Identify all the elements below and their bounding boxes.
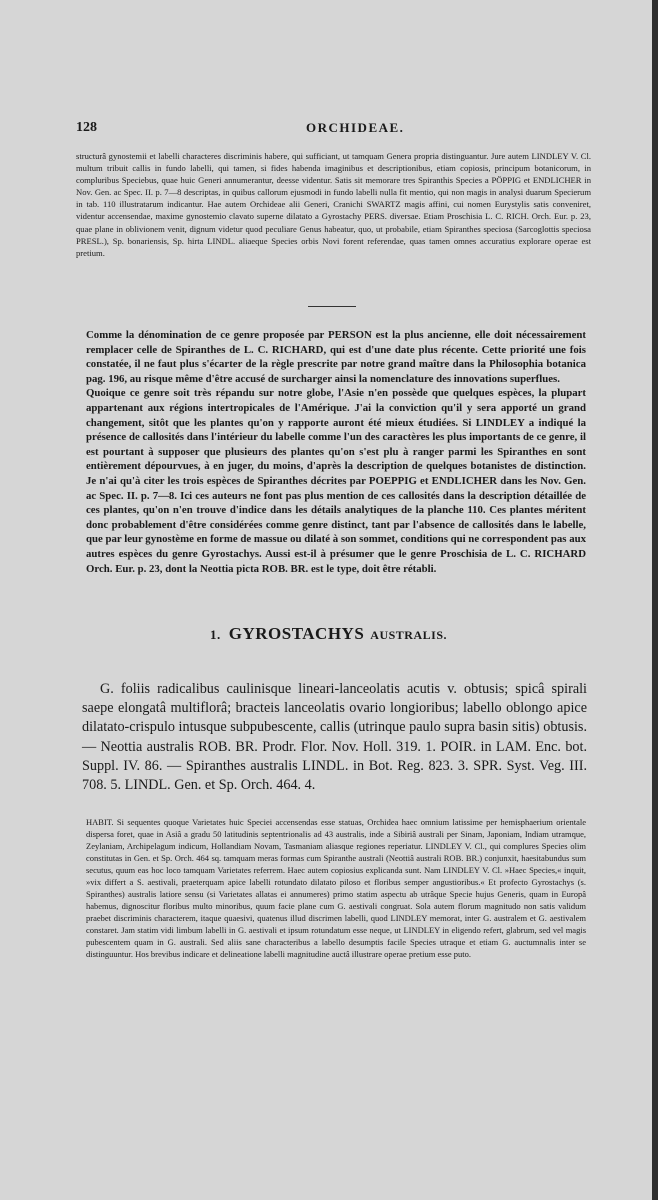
- species-epithet: AUSTRALIS.: [370, 628, 447, 642]
- habitat-text: HABIT. Si sequentes quoque Varietates huic Speciei accensendas esse statuas, Orchidea haec omnium latissime per hemisphaerium orientale dispersa foret, quae in Asiâ a gradu 50 latitudinis septentrionalis ad 43 australis, inde a Sibiriâ australi per Sinam, Japoniam, Indiam utramque, Zeylaniam, Archipelagum indicum, Hollandiam Novam, Tasmaniam aliasque regiones reperiatur. LINDLEY V. Cl., qui complures Species olim constitutas in Gen. et Sp. Orch. 464 sq. tamquam meras formas cum Spiranthe australi (Neottiâ australi ROB. BR.) conjunxit, haesitabundus sum secutus, quum eas hoc loco tamquam Varietates referrem. Haec autem copiosius explicanda sunt. Nam LINDLEY V. Cl. »Haec Species,« inquit, »vix differt a S. aestivali, praeterquam apice labelli rotundato dilatato piloso et floribus semper angustioribus.« Et profecto Gyrostachys (s. Spiranthes) australis latiore sensu (si Varietates allatas ei annumeres) primo statim aspectu ab utrâque Specie hujus Generis, quam in Europâ habemus, dignoscitur floribus multo minoribus, quum facie plane cum G. aestivali congruat. Sola autem florum magnitudo non satis validum praebet discriminis characterem, itaque quaesivi, quatenus illud discrimen labelli, quod LINDLEY memorat, inter G. australem et G. aestivalem constaret. Jam statim vidi limbum labelli in G. aestivali et ipsum rotundatum esse neque, ut LINDLEY in eligendo refert, glabrum, sed vel magis pubescentem quam in G. australi. Sed aliis sane characteribus a labello desumptis facile Species utraque et etiam G. auctumnalis inter se distinguuntur. Hos brevibus indicare et delineatione labelli magnitudine auctâ illustrare operae pretium esse puto.: [86, 817, 586, 959]
- page-number: 128: [76, 120, 97, 135]
- section-divider: [308, 306, 356, 307]
- running-head: ORCHIDEAE.: [306, 120, 405, 135]
- french-paragraph-1: Comme la dénomination de ce genre proposée par PERSON est la plus ancienne, elle doit nécessairement remplacer celle de Spiranthes de L. C. RICHARD, qui est d'une date plus récente. Cette priorité une fois constatée, il ne faut plus s'écarter de la règle prescrite par notre grand maître dans la Philosophia botanica pag. 196, au risque même d'être accusé de surcharger ainsi la nomenclature des innovations superflues.: [86, 329, 586, 385]
- page-header: [76, 120, 591, 140]
- diagnosis-text: G. foliis radicalibus caulinisque lineari-lanceolatis acutis v. obtusis; spicâ spirali saepe elongatâ multiflorâ; bracteis lanceolatis ovario longioribus; labello oblongo apice dilatato-crispulo intusque subpubescente, callis (utrinque paulo supra basin sitis) obtusis. — Neottia australis ROB. BR. Prodr. Flor. Nov. Holl. 319. 1. POIR. in LAM. Enc. bot. Suppl. IV. 86. — Spiranthes australis LINDL. in Bot. Reg. 823. 3. SPR. Syst. Veg. III. 708. 5. LINDL. Gen. et Sp. Orch. 464. 4.: [82, 681, 587, 794]
- page-edge-shadow: [652, 0, 658, 1200]
- species-heading: [210, 624, 510, 644]
- species-diagnosis: [82, 680, 587, 795]
- french-commentary: [86, 328, 586, 576]
- species-genus: GYROSTACHYS: [228, 624, 365, 643]
- french-paragraph-2: Quoique ce genre soit très répandu sur notre globe, l'Asie n'en possède que quelques espèces, la plupart appartenant aux régions intertropicales de l'Amérique. J'ai la conviction qu'il y sera apporté un grand changement, sitôt que les plantes qu'on y rapporte auront été mieux étudiées. Si LINDLEY a indiqué la présence de callosités dans l'intérieur du labelle comme l'un des caractères les plus importants de ce genre, il est pourtant à supposer que plusieurs des plantes qu'on s'est plu à ranger parmi les Spiranthes en sont entièrement dépourvues, à en juger, du moins, d'après la description de quelques botanistes de distinction. Je n'ai qu'à citer les trois espèces de Spiranthes décrites par POEPPIG et ENDLICHER dans les Nov. Gen. ac Spec. II. p. 7—8. Ici ces auteurs ne font pas plus mention de ces callosités dans la description détaillée de ces plantes, qu'on n'en trouve d'indice dans les détails analytiques de la planche 110. Ces plantes méritent donc probablement d'être considérées comme genre distinct, tant par l'absence de callosités dans le labelle, que par leur gynostème en forme de massue ou dilaté à son sommet, conditions qui ne correspondent pas aux autres espèces du genre Gyrostachys. Aussi est-il à présumer que le genre Proschisia de L. C. RICHARD Orch. Eur. p. 23, dont la Neottia picta ROB. BR. est le type, doit être rétabli.: [86, 387, 586, 575]
- habitat-block: [86, 816, 586, 960]
- latin-note-paragraph: structurâ gynostemii et labelli characteres discriminis habere, qui sufficiant, ut tamquam Genera propria distinguantur. Jure autem LINDLEY V. Cl. multum tribuit callis in fundo labelli, qui tamen, si fides habenda imaginibus et descriptionibus, etiam copiosis, principum botanicorum, in compluribus Speciebus, quae huic Generi annumerantur, deesse videntur. Satis sit memorare tres Spiranthis Species a PÖPPIG et ENDLICHER in Nov. Gen. ac Spec. II. p. 7—8 descriptas, in quibus callorum ejusmodi in fundo labelli nulla fit mentio, qui non magis in analysi duarum Specierum in tab. 110 illustratarum indicantur. Hae autem Orchideae alii Generi, Cranichi SWARTZ magis affini, cui nomen Eurystylis satis conveniret, videntur accensendae, maxime gynostemio clavato superne dilatato a Gyrostachy PERS. diversae. Etiam Proschisia L. C. RICH. Orch. Eur. p. 23, quae plane in oblivionem venit, dignum videtur quod peculiare Genus habeatur, quo, ut probabile, etiam Spiranthes speciosa (Sarcoglottis speciosa PRESL.), Sp. bonariensis, Sp. hirta LINDL. aliaeque Species orbis Novi forent referendae, quas tamen omnes accuratius explorare operae est pretium.: [76, 151, 591, 258]
- species-number: 1.: [210, 627, 221, 642]
- latin-note-block: [76, 150, 591, 259]
